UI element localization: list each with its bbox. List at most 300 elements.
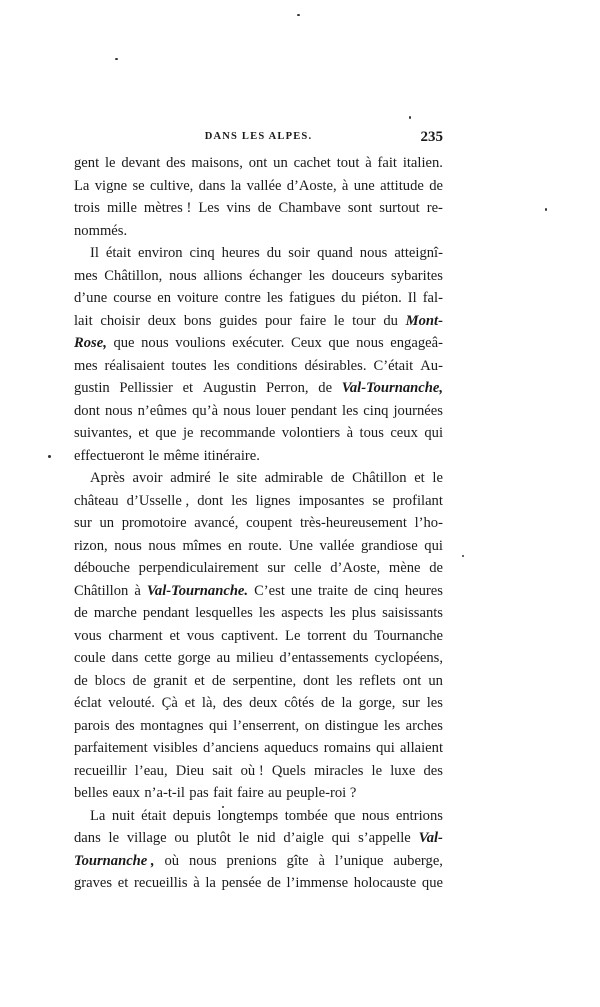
word: les: [329, 605, 346, 621]
word: journées: [393, 402, 443, 419]
word: un: [99, 515, 115, 531]
word: lait: [74, 312, 93, 329]
word: de: [267, 875, 281, 891]
text-line: [74, 220, 443, 243]
word: nous: [359, 245, 388, 261]
word: devant: [121, 155, 161, 171]
body-text: [74, 152, 443, 895]
word: la: [341, 695, 353, 711]
text-line: [74, 422, 443, 445]
word: à: [318, 852, 325, 869]
word: vigne: [94, 177, 128, 194]
word: sur: [74, 515, 92, 531]
word: les: [383, 717, 401, 734]
text-line: [74, 557, 443, 580]
word: charment: [108, 627, 163, 644]
word: l’eau,: [134, 762, 168, 779]
word: holocauste: [353, 875, 417, 891]
word: nous: [105, 402, 133, 419]
word: tous: [359, 425, 384, 441]
word: longtemps: [217, 807, 279, 824]
word: C’était: [373, 357, 414, 374]
word: le: [238, 830, 250, 846]
text-line: [74, 670, 443, 693]
word: qui: [331, 830, 351, 846]
word: prenions: [226, 852, 277, 869]
word: recueillis: [134, 875, 188, 891]
word: arches: [405, 717, 443, 734]
word: mètres !: [143, 200, 192, 216]
word: effectueront: [74, 447, 145, 464]
word: les: [308, 267, 325, 284]
word: je: [182, 425, 194, 441]
word: torrent: [307, 627, 347, 644]
word: sur: [402, 695, 420, 711]
word: et: [169, 627, 180, 644]
word: débouche: [74, 560, 130, 576]
text-line: [74, 872, 443, 895]
word: nous: [356, 335, 384, 351]
word: nous: [141, 335, 169, 351]
word: nous: [148, 537, 176, 554]
word: belles: [74, 785, 109, 801]
word: saisissants: [382, 605, 443, 621]
word: nous: [361, 807, 390, 824]
text-line: [74, 310, 443, 333]
word: Tournanche ,: [74, 852, 155, 869]
text-line: [74, 332, 443, 355]
word: nuit: [111, 807, 135, 824]
word: admiré: [170, 470, 211, 486]
word: du: [266, 245, 282, 261]
word: ont: [248, 155, 268, 171]
word: gorge,: [358, 695, 396, 711]
word: se: [372, 492, 385, 509]
word: louer: [255, 402, 286, 419]
word: le: [104, 155, 116, 171]
word: de: [211, 672, 226, 689]
word: attitude: [380, 177, 424, 194]
word: et: [194, 672, 205, 689]
text-line: [74, 265, 443, 288]
word: Une: [288, 537, 313, 554]
word: à: [193, 875, 200, 891]
word: toutes: [171, 357, 207, 374]
text-line: [74, 692, 443, 715]
word: et: [184, 695, 196, 711]
word: le: [371, 762, 383, 779]
word: au: [268, 785, 282, 801]
word: gîte: [286, 852, 309, 869]
word: d’une: [74, 290, 108, 306]
word: milieu: [236, 650, 274, 666]
word: voiture: [177, 290, 219, 306]
word: était: [105, 245, 132, 261]
word: cinq: [363, 402, 389, 419]
word: Val-Tournanche.: [146, 582, 249, 599]
word: route.: [248, 537, 283, 554]
word: que: [421, 875, 443, 891]
word: site: [236, 470, 257, 486]
word: entrions: [395, 807, 443, 824]
word: d’aigle: [283, 830, 324, 846]
word: qui: [424, 425, 443, 441]
word: et: [117, 875, 129, 891]
word: qui: [424, 537, 443, 554]
word: pas: [189, 785, 209, 801]
word: n’a-t-il: [144, 785, 185, 801]
word: les: [213, 357, 230, 374]
word: s’appelle: [358, 830, 411, 846]
word: d’Aoste,: [286, 177, 337, 194]
word: romains: [323, 740, 371, 756]
text-line: [74, 400, 443, 423]
word: plus: [351, 605, 377, 621]
text-line: [74, 805, 443, 828]
word: graves: [74, 875, 113, 891]
word: voulions: [175, 335, 226, 351]
word: Val-: [418, 830, 443, 846]
text-line: [74, 850, 443, 873]
word: admirable: [264, 470, 324, 486]
word: mîmes: [182, 537, 222, 554]
word: Il: [90, 245, 99, 261]
word: d’Aoste,: [330, 560, 381, 576]
word: Tournanche: [374, 627, 443, 644]
word: un: [428, 672, 443, 689]
word: cyclopéens,: [374, 650, 443, 666]
word: conditions: [236, 357, 298, 374]
word: vallée: [246, 177, 282, 194]
word: recommande: [199, 425, 276, 441]
word: très-heureusement: [299, 515, 407, 531]
word: cultive,: [149, 177, 194, 194]
word: promotoire: [121, 515, 187, 531]
word: sait: [212, 762, 233, 779]
word: nous: [188, 852, 217, 869]
word: de: [429, 177, 443, 194]
word: on: [304, 717, 320, 734]
word: vins: [226, 200, 251, 216]
word: coule: [74, 650, 106, 666]
word: une: [290, 582, 312, 599]
word: trois: [74, 200, 100, 216]
word: nid: [256, 830, 276, 846]
word: cachet: [293, 155, 331, 171]
word: réalisaient: [104, 357, 165, 374]
print-speck: [462, 555, 464, 557]
word: qui: [376, 740, 395, 756]
text-line: [74, 355, 443, 378]
word: l’immense: [286, 875, 349, 891]
word: auberge,: [393, 852, 443, 869]
word: en: [157, 290, 172, 306]
text-line: [74, 827, 443, 850]
word: que: [113, 335, 135, 351]
word: maisons,: [191, 155, 243, 171]
word: gent: [74, 155, 100, 171]
word: avancé,: [194, 515, 239, 531]
text-line: [74, 625, 443, 648]
word: l’enserrent,: [233, 717, 300, 734]
word: les: [336, 672, 353, 689]
word: engageâ-: [390, 335, 443, 351]
word: que: [328, 335, 350, 351]
word: velouté.: [108, 695, 155, 711]
print-speck: [48, 455, 51, 458]
word: sont: [347, 200, 373, 216]
word: faire: [236, 785, 264, 801]
word: dans: [74, 830, 101, 846]
word: grandiose: [360, 537, 418, 554]
word: Au-: [420, 357, 443, 374]
word: qui: [208, 717, 228, 734]
word: d’Usselle ,: [126, 492, 190, 509]
word: Après: [90, 470, 125, 486]
word: montagnes: [140, 717, 204, 734]
word: les: [231, 492, 248, 509]
word: blocs: [94, 672, 126, 689]
word: à: [341, 177, 349, 194]
word: course: [113, 290, 152, 306]
text-line: [74, 782, 443, 805]
word: les: [426, 695, 443, 711]
text-line: [74, 490, 443, 513]
word: la: [205, 875, 216, 891]
word: atteignî-: [394, 245, 443, 261]
word: aspects: [281, 605, 324, 621]
word: cinq: [189, 245, 215, 261]
text-line: [74, 287, 443, 310]
text-line: [74, 152, 443, 175]
word: château: [74, 492, 119, 509]
word: de: [353, 582, 368, 599]
word: Perron,: [266, 380, 309, 396]
word: Çà: [161, 695, 178, 711]
word: parois: [74, 717, 110, 734]
word: dont: [74, 402, 100, 419]
word: mes: [74, 357, 98, 374]
word: miracles: [313, 762, 364, 779]
word: Quels: [271, 762, 306, 779]
word: ceux: [390, 425, 418, 441]
word: dont: [303, 672, 330, 689]
word: était: [141, 807, 167, 824]
word: peuple-roi ?: [286, 785, 357, 801]
word: échanger: [249, 267, 302, 284]
word: Pellissier: [119, 380, 173, 396]
word: choisir: [100, 312, 141, 329]
word: Rose,: [74, 335, 107, 351]
text-line: [74, 535, 443, 558]
word: côtés: [284, 695, 315, 711]
word: allions: [203, 267, 243, 284]
word: et: [138, 425, 149, 441]
text-line: [74, 760, 443, 783]
word: une: [353, 177, 375, 194]
word: Dieu: [175, 762, 205, 779]
text-line: [74, 512, 443, 535]
word: nous: [114, 537, 142, 554]
word: environ: [137, 245, 183, 261]
word: le: [108, 830, 120, 846]
word: nommés.: [74, 222, 128, 239]
word: visibles: [153, 740, 198, 756]
print-speck: [115, 58, 118, 60]
word: allaient: [400, 740, 443, 756]
word: où: [164, 852, 180, 869]
word: captivent.: [221, 627, 279, 644]
word: désirables.: [304, 357, 367, 374]
word: lesquelles: [195, 605, 253, 621]
word: des: [222, 695, 243, 711]
word: serpentine,: [232, 672, 297, 689]
word: ont: [402, 672, 422, 689]
word: coupent: [246, 515, 293, 531]
word: le: [218, 470, 229, 486]
text-line: [74, 175, 443, 198]
text-line: [74, 242, 443, 265]
word: le: [333, 312, 345, 329]
word: qu’à: [192, 402, 219, 419]
word: du: [383, 312, 398, 329]
word: traite: [317, 582, 348, 599]
word: marche: [93, 605, 137, 621]
word: depuis: [172, 807, 211, 824]
word: à: [365, 155, 372, 171]
word: tout: [336, 155, 360, 171]
word: Les: [198, 200, 220, 216]
print-speck: [545, 208, 547, 211]
running-title: DANS LES ALPES.: [204, 131, 313, 142]
word: dans: [111, 650, 139, 666]
word: vous: [74, 627, 102, 644]
word: italien.: [402, 155, 443, 171]
word: Le: [285, 627, 301, 644]
word: les: [342, 402, 359, 419]
word: dont: [197, 492, 224, 509]
word: d’anciens: [202, 740, 259, 756]
word: deux: [249, 695, 278, 711]
word: les: [258, 605, 276, 621]
word: bons: [183, 312, 212, 329]
word: pendant: [142, 605, 190, 621]
word: sur: [267, 560, 286, 576]
word: rizon,: [74, 537, 108, 554]
word: où !: [240, 762, 264, 779]
word: Châtillon: [74, 582, 129, 599]
word: à: [134, 582, 141, 599]
word: C’est: [254, 582, 285, 599]
word: le: [432, 470, 443, 486]
word: des: [423, 762, 443, 779]
word: se: [132, 177, 145, 194]
word: re-: [426, 200, 443, 216]
word: même: [163, 447, 200, 464]
word: des: [166, 155, 186, 171]
page-number: 235: [420, 129, 443, 145]
word: gustin: [74, 380, 110, 396]
word: suivantes,: [74, 425, 132, 441]
word: quand: [317, 245, 353, 261]
word: La: [90, 807, 106, 824]
word: un: [273, 155, 288, 171]
word: luxe: [390, 762, 416, 779]
print-speck: [409, 116, 411, 119]
word: sybarites: [391, 267, 443, 284]
word: que: [155, 425, 177, 441]
word: fait: [213, 785, 233, 801]
word: Ceux: [291, 335, 322, 351]
word: n’eûmes: [137, 402, 188, 419]
word: de: [74, 605, 88, 621]
word: heures: [221, 245, 260, 261]
text-line: [74, 467, 443, 490]
word: heures: [404, 582, 443, 599]
word: lignes: [255, 492, 291, 509]
word: soir: [288, 245, 311, 261]
word: eaux: [112, 785, 140, 801]
text-line: [74, 715, 443, 738]
word: faire: [299, 312, 327, 329]
word: de: [257, 200, 272, 216]
word: douceurs: [331, 267, 385, 284]
word: village: [126, 830, 167, 846]
word: dans: [198, 177, 226, 194]
word: ou: [174, 830, 189, 846]
word: surtout: [379, 200, 420, 216]
word: mille: [106, 200, 137, 216]
word: et: [182, 380, 194, 396]
word: reflets: [359, 672, 396, 689]
word: vallée: [319, 537, 355, 554]
print-speck: [297, 14, 300, 16]
word: pour: [264, 312, 292, 329]
word: du: [341, 290, 356, 306]
word: nous: [169, 267, 197, 284]
word: tombée: [284, 807, 328, 824]
word: en: [228, 537, 242, 554]
word: Augustin: [202, 380, 257, 396]
word: Val-Tournanche,: [341, 380, 443, 396]
word: l’unique: [334, 852, 384, 869]
word: recueillir: [74, 762, 127, 779]
word: d’entassements: [279, 650, 369, 666]
text-line: [74, 647, 443, 670]
word: gorge: [177, 650, 211, 666]
text-line: [74, 580, 443, 603]
word: cette: [144, 650, 172, 666]
text-line: [74, 602, 443, 625]
word: guides: [219, 312, 258, 329]
word: de: [318, 380, 333, 396]
word: fait: [377, 155, 397, 171]
word: de: [330, 470, 345, 486]
word: de: [74, 672, 88, 689]
word: granit: [153, 672, 188, 689]
text-line: [74, 197, 443, 220]
word: du: [352, 627, 368, 644]
word: Mont-: [405, 312, 443, 329]
word: au: [216, 650, 231, 666]
word: deux: [147, 312, 177, 329]
word: et: [414, 470, 425, 486]
word: de: [320, 695, 335, 711]
word: mes: [74, 267, 98, 284]
page-header: [74, 129, 443, 149]
text-line: [74, 377, 443, 400]
text-line: [74, 445, 443, 468]
